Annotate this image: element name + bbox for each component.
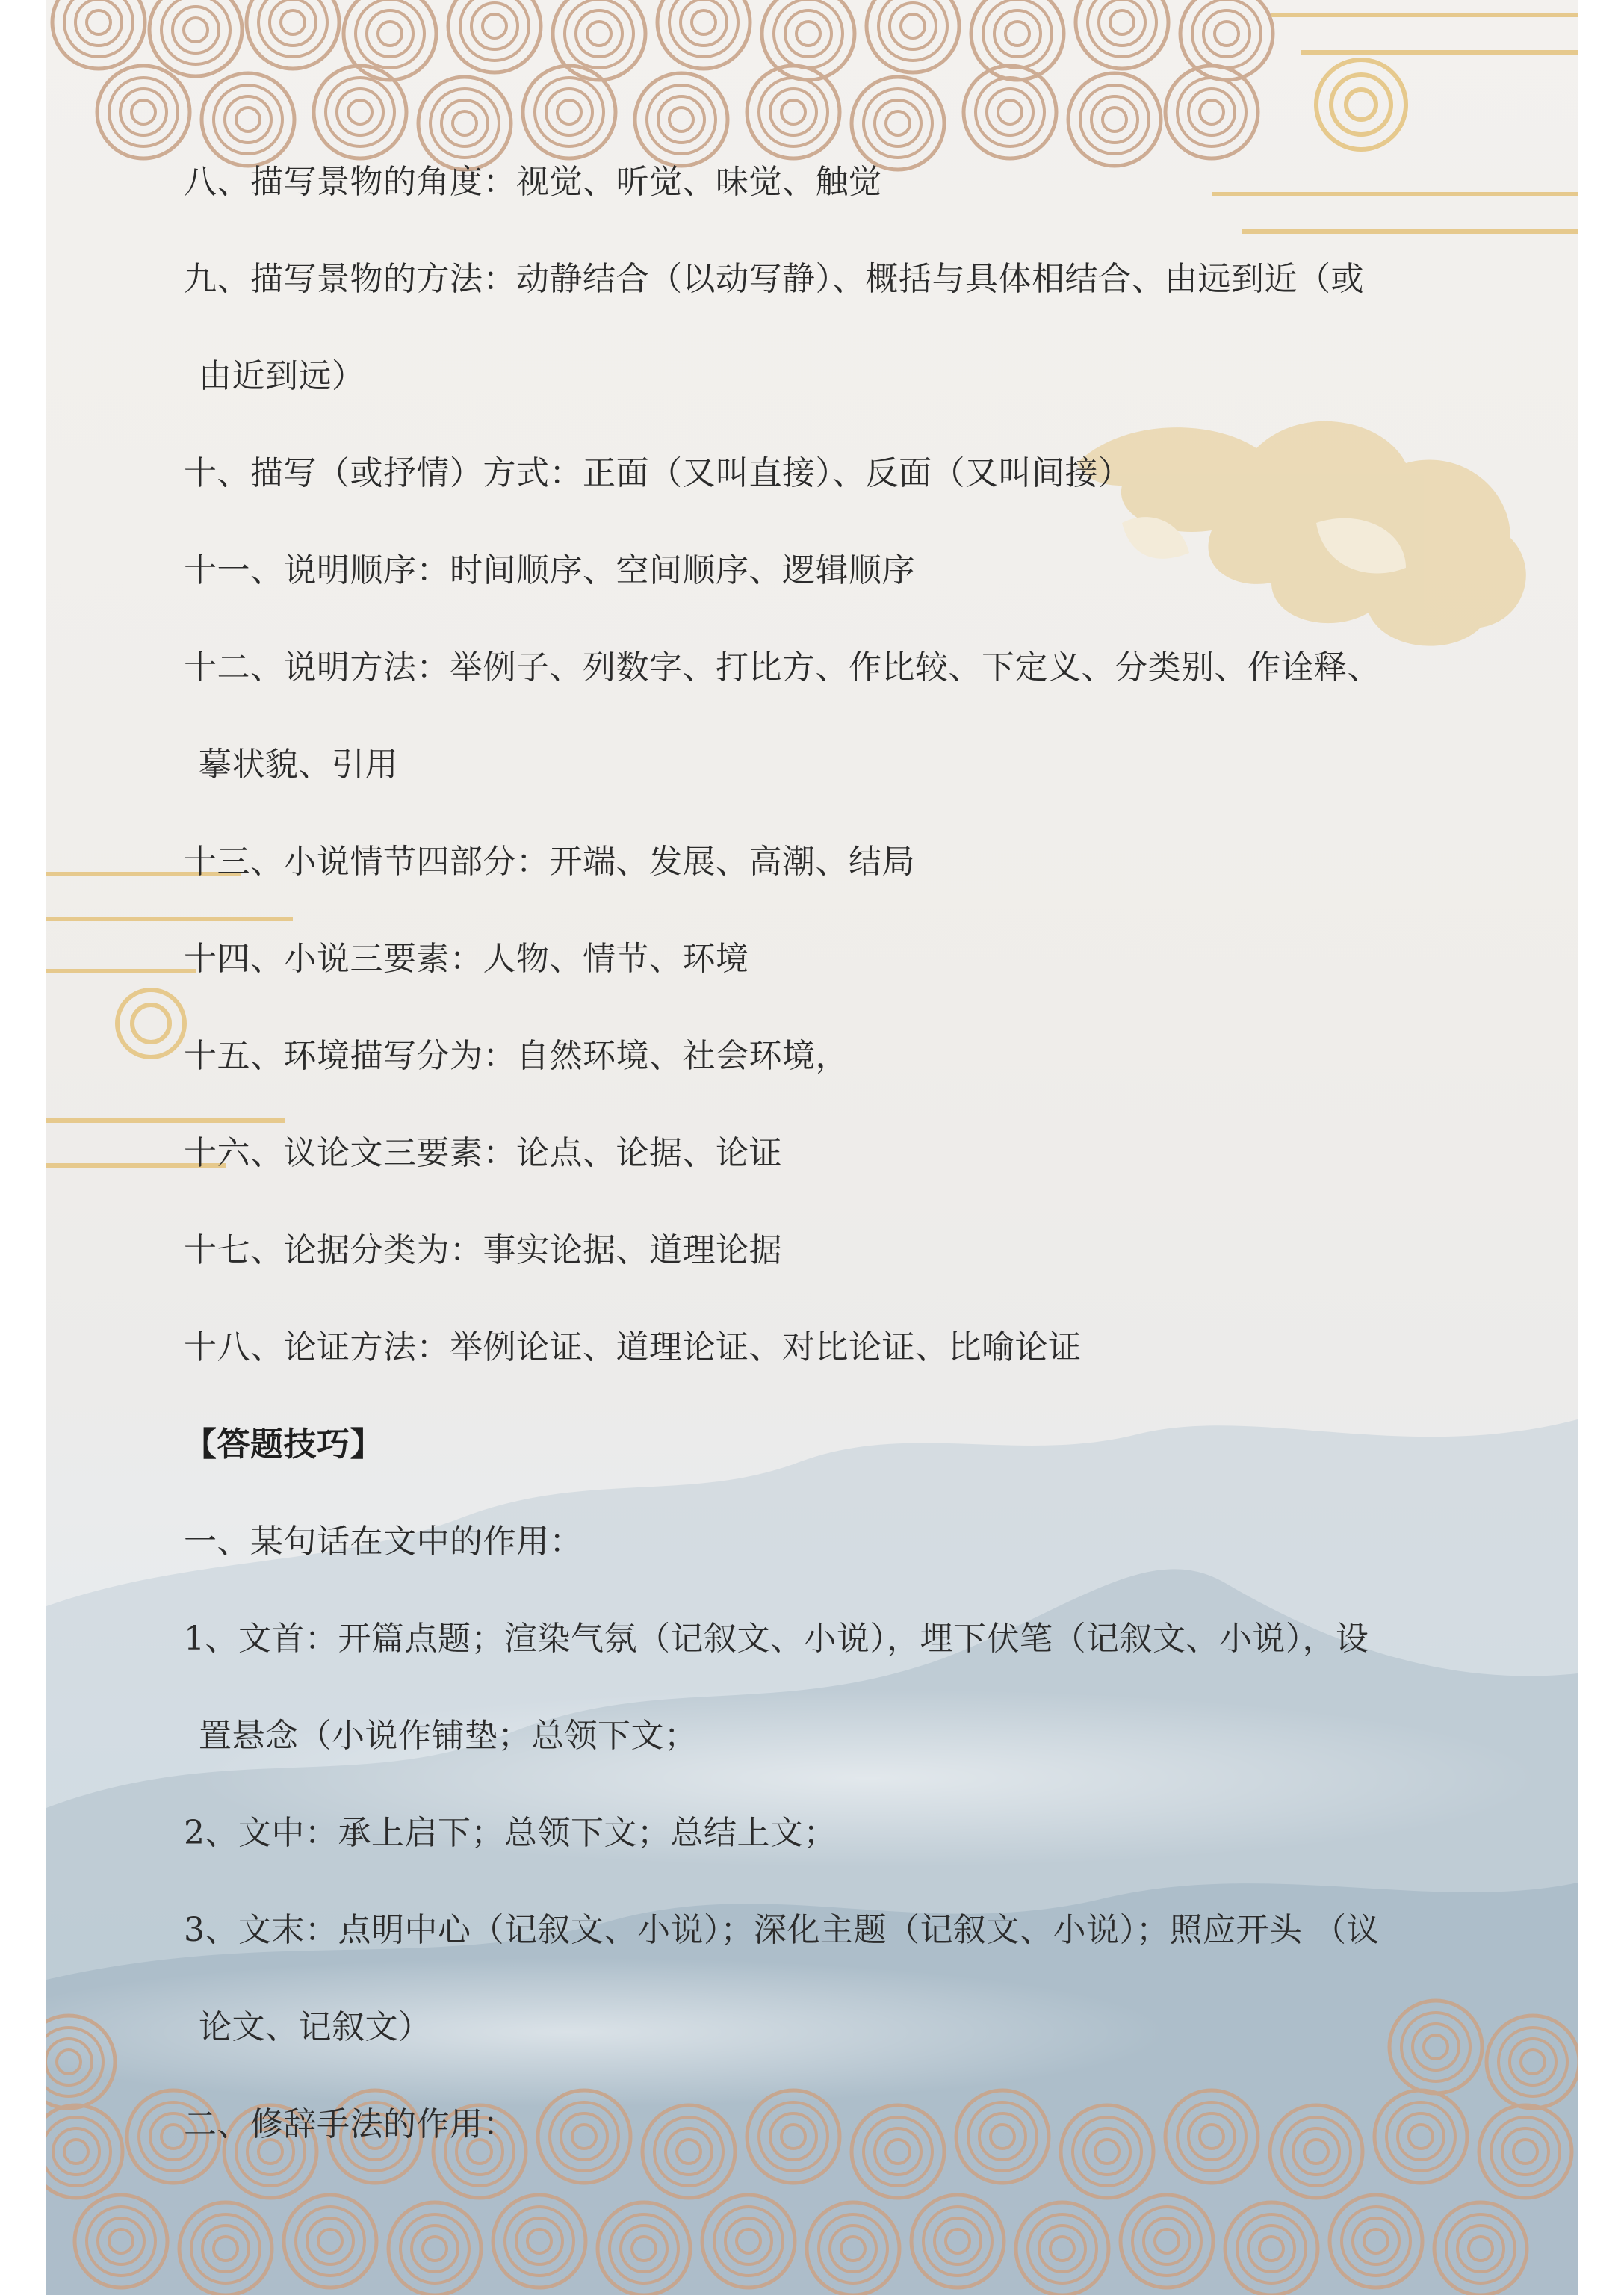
text-line: 二、修辞手法的作用： bbox=[184, 2105, 516, 2143]
text-line: 十四、小说三要素：人物、情节、环境 bbox=[184, 940, 749, 978]
text-line: 八、描写景物的角度：视觉、听觉、味觉、触觉 bbox=[184, 163, 882, 201]
document-page bbox=[46, 0, 1578, 2295]
text-line: 十二、说明方法：举例子、列数字、打比方、作比较、下定义、分类别、作诠释、 bbox=[184, 648, 1380, 687]
text-line: 由近到远） bbox=[199, 357, 365, 395]
left-gold-lines bbox=[46, 874, 293, 1165]
text-line: 十、描写（或抒情）方式：正面（又叫直接）、反面（又叫间接） bbox=[184, 454, 1132, 492]
text-line: 十七、论据分类为：事实论据、道理论据 bbox=[184, 1231, 782, 1269]
text-line: 1、文首：开篇点题；渲染气氛（记叙文、小说），埋下伏笔（记叙文、小说），设 bbox=[184, 1620, 1369, 1658]
text-line: 论文、记叙文） bbox=[199, 2008, 432, 2046]
text-line: 十一、说明顺序：时间顺序、空间顺序、逻辑顺序 bbox=[184, 551, 915, 589]
section-heading: 【答题技巧】 bbox=[184, 1425, 383, 1464]
text-line: 置悬念（小说作铺垫；总领下文； bbox=[199, 1717, 698, 1755]
text-line: 3、文末：点明中心（记叙文、小说）；深化主题（记叙文、小说）；照应开头 （议 bbox=[184, 1911, 1380, 1949]
text-line: 十六、议论文三要素：论点、论据、论证 bbox=[184, 1134, 782, 1172]
text-line: 十八、论证方法：举例论证、道理论证、对比论证、比喻论证 bbox=[184, 1328, 1082, 1366]
text-line: 一、某句话在文中的作用： bbox=[184, 1523, 583, 1561]
text-line: 摹状貌、引用 bbox=[199, 746, 398, 784]
text-line: 九、描写景物的方法：动静结合（以动写静）、概括与具体相结合、由远到近（或 bbox=[184, 260, 1364, 298]
text-line: 2、文中：承上启下；总领下文；总结上文； bbox=[184, 1814, 837, 1852]
text-line: 十五、环境描写分为：自然环境、社会环境， bbox=[184, 1037, 849, 1075]
gold-cloud-lines bbox=[1212, 15, 1578, 232]
top-swirl-pattern bbox=[52, 0, 1273, 170]
text-line: 十三、小说情节四部分：开端、发展、高潮、结局 bbox=[184, 843, 915, 881]
gold-cloud-motif bbox=[1077, 421, 1526, 646]
